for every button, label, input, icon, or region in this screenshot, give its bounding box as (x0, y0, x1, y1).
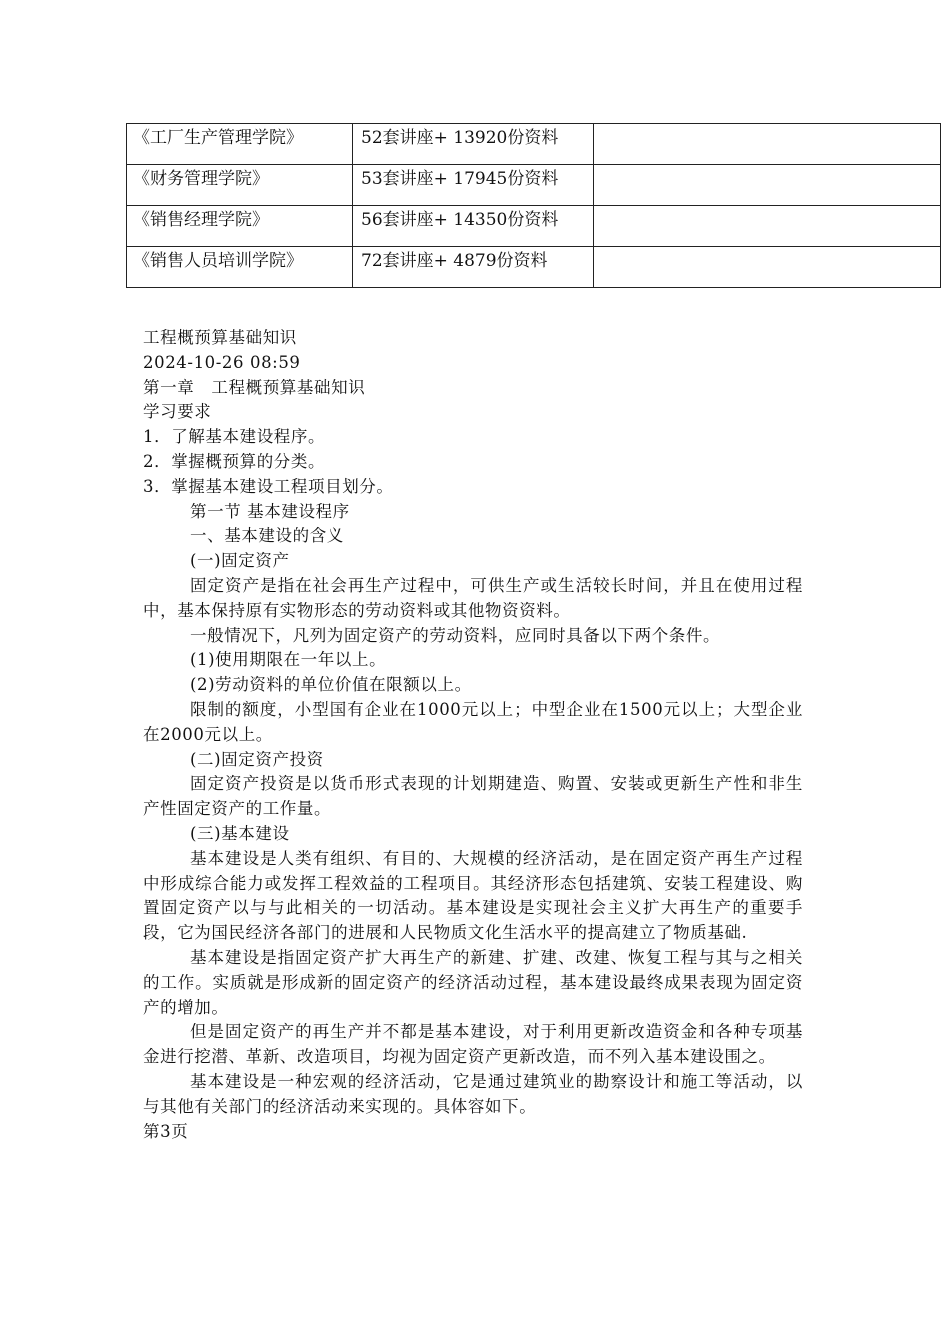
requirement-item: 2．掌握概预算的分类。 (143, 451, 326, 471)
subsection-heading: (三)基本建设 (190, 823, 290, 843)
table-cell: 《销售人员培训学院》 (127, 247, 353, 288)
table-cell (594, 165, 941, 206)
paragraph: 限制的额度，小型国有企业在1000元以上；中型企业在1500元以上；大型企业在2000元以上。 (143, 699, 803, 744)
condition-item: (2)劳动资料的单位价值在限额以上。 (190, 675, 472, 695)
paragraph: 固定资产是指在社会再生产过程中，可供生产或生活较长时间，并且在使用过程中，基本保持原有实物形态的劳动资料或其他物资资料。 (143, 575, 803, 620)
document-body (143, 326, 803, 1144)
doc-title: 工程概预算基础知识 (143, 328, 297, 347)
table-cell: 《销售经理学院》 (127, 206, 353, 247)
condition-item: (1)使用期限在一年以上。 (190, 650, 387, 670)
table-cell (594, 124, 941, 165)
doc-datetime: 2024-10-26 08:59 (143, 352, 301, 372)
table-cell (594, 206, 941, 247)
requirement-item: 3．掌握基本建设工程项目划分。 (143, 476, 394, 496)
table-cell: 《财务管理学院》 (127, 165, 353, 206)
chapter-heading: 第一章 工程概预算基础知识 (143, 377, 366, 397)
subsection-heading: (二)固定资产投资 (190, 749, 324, 769)
paragraph: 一般情况下，凡列为固定资产的劳动资料，应同时具备以下两个条件。 (190, 625, 721, 645)
paragraph: 固定资产投资是以货币形式表现的计划期建造、购置、安装或更新生产性和非生产性固定资产的工作量。 (143, 774, 803, 819)
table-row (127, 247, 941, 288)
resource-table (126, 123, 941, 288)
table-row (127, 165, 941, 206)
table-row (127, 206, 941, 247)
requirement-item: 1．了解基本建设程序。 (143, 427, 326, 447)
table-cell: 72套讲座+ 4879份资料 (353, 247, 594, 288)
subsection-heading: 一、基本建设的含义 (190, 526, 344, 546)
requirements-heading: 学习要求 (143, 402, 212, 422)
table-row (127, 124, 941, 165)
page-number: 第3页 (143, 1121, 189, 1141)
table-cell: 《工厂生产管理学院》 (127, 124, 353, 165)
table-cell: 56套讲座+ 14350份资料 (353, 206, 594, 247)
table-cell: 52套讲座+ 13920份资料 (353, 124, 594, 165)
table-cell: 53套讲座+ 17945份资料 (353, 165, 594, 206)
paragraph: 基本建设是人类有组织、有目的、大规模的经济活动，是在固定资产再生产过程中形成综合能力或发挥工程效益的工程项目。其经济形态包括建筑、安装工程建设、购置固定资产以与与此相关的一切活动。基本建设是实现社会主义扩大再生产的重要手段，它为国民经济各部门的进展和人民物质文化生活水平的提高建立了物质基础. (143, 848, 803, 943)
section-heading: 第一节 基本建设程序 (190, 501, 350, 521)
paragraph: 基本建设是指固定资产扩大再生产的新建、扩建、改建、恢复工程与其与之相关的工作。实质就是形成新的固定资产的经济活动过程，基本建设最终成果表现为固定资产的增加。 (143, 947, 803, 1017)
paragraph: 但是固定资产的再生产并不都是基本建设，对于利用更新改造资金和各种专项基金进行挖潜、革新、改造项目，均视为固定资产更新改造，而不列入基本建设围之。 (143, 1022, 803, 1067)
subsection-heading: (一)固定资产 (190, 551, 290, 571)
table-cell (594, 247, 941, 288)
paragraph: 基本建设是一种宏观的经济活动，它是通过建筑业的勘察设计和施工等活动，以与其他有关部门的经济活动来实现的。具体容如下。 (143, 1071, 803, 1116)
